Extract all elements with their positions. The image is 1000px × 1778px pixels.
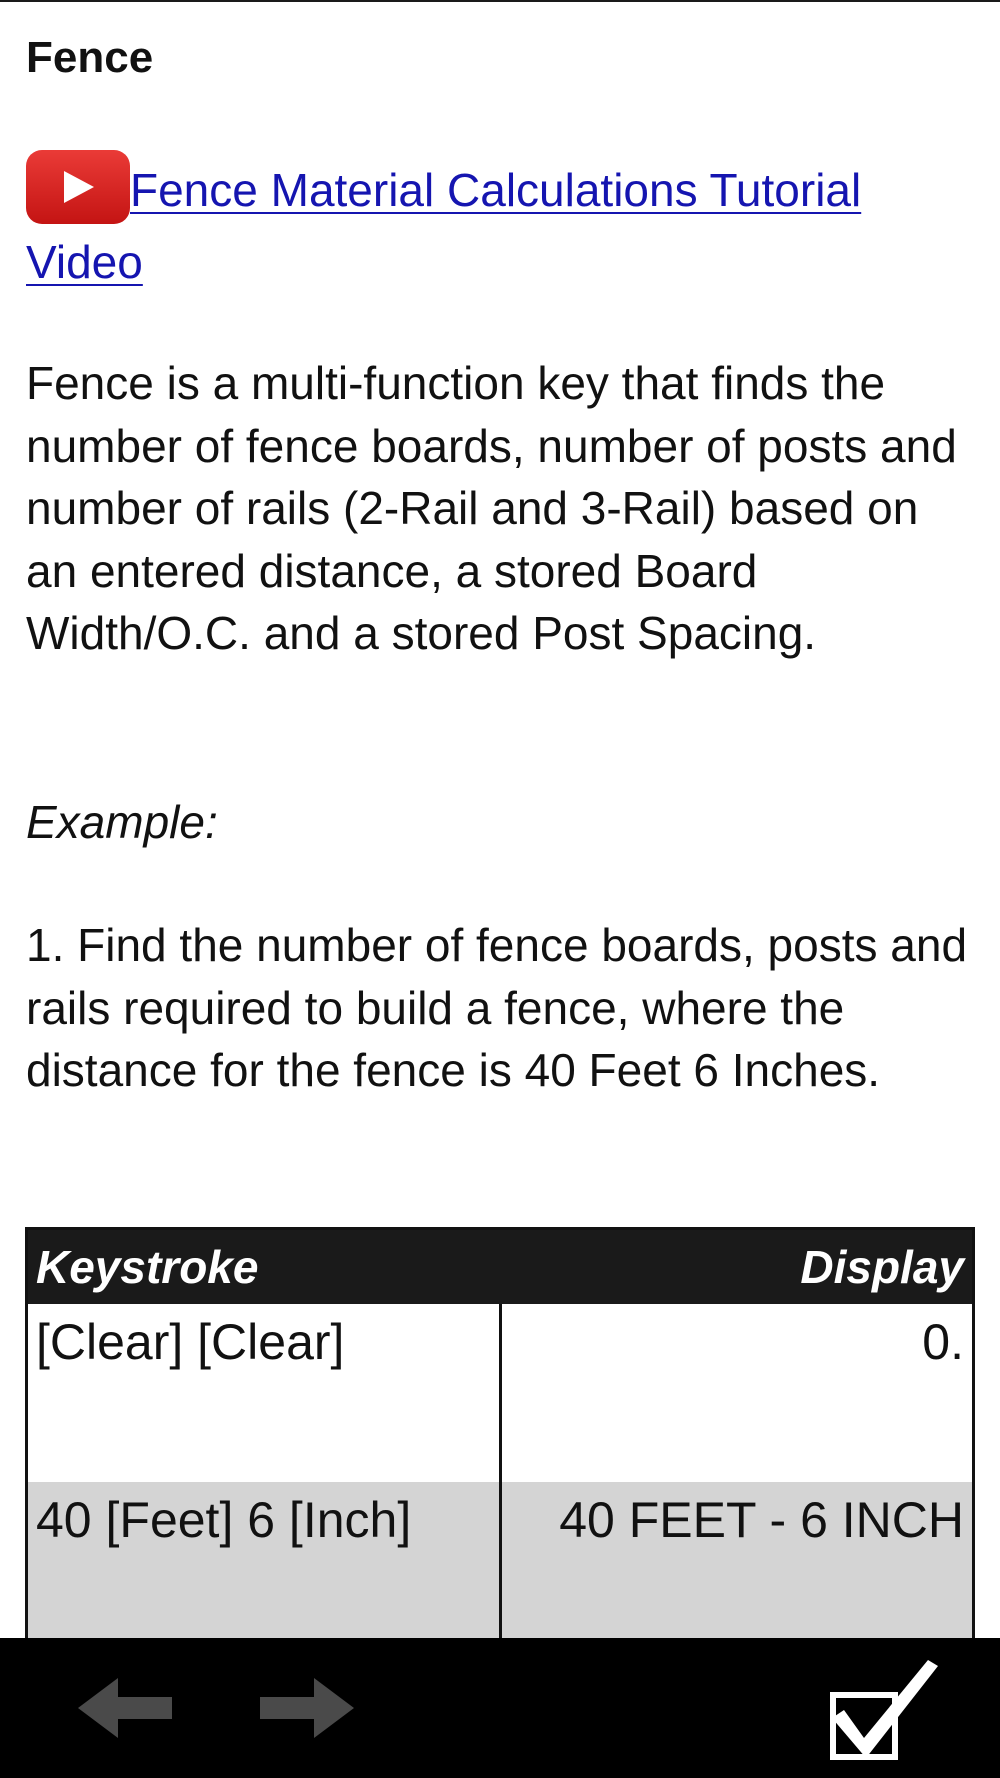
help-content <box>0 2 1000 1638</box>
forward-button[interactable] <box>260 1678 354 1738</box>
page-title: Fence <box>26 33 154 82</box>
arrow-right-icon <box>260 1678 354 1738</box>
table-header-row <box>27 1229 974 1305</box>
video-link-block <box>26 150 976 298</box>
example-label: Example: <box>26 796 218 848</box>
table-row <box>27 1304 974 1482</box>
description-text: Fence is a multi-function key that finds the number of fence boards, number of posts and number of rails (2-Rail and 3-Rail) based on an entered distance, a stored Board Width/O.C. and a stored Post Spacing. <box>26 357 957 659</box>
arrow-left-icon <box>78 1678 172 1738</box>
keystroke-cell: [Clear] [Clear] <box>27 1304 501 1482</box>
checkbox-check-icon <box>826 1658 942 1762</box>
keystroke-column-header: Keystroke <box>27 1229 501 1305</box>
display-cell: 40 FEET - 6 INCH <box>500 1482 974 1638</box>
display-column-header: Display <box>500 1229 974 1305</box>
bottom-toolbar <box>0 1638 1000 1778</box>
table-row <box>27 1482 974 1638</box>
back-button[interactable] <box>78 1678 172 1738</box>
keystroke-cell: 40 [Feet] 6 [Inch] <box>27 1482 501 1638</box>
display-cell: 0. <box>922 1314 964 1370</box>
tutorial-video-link[interactable]: Fence Material Calculations Tutorial Video <box>26 164 862 288</box>
keystroke-table <box>25 1227 975 1638</box>
youtube-play-icon[interactable] <box>26 150 130 224</box>
done-button[interactable] <box>826 1658 942 1762</box>
example-text: 1. Find the number of fence boards, posts and rails required to build a fence, where the distance for the fence is 40 Feet 6 Inches. <box>26 919 968 1096</box>
